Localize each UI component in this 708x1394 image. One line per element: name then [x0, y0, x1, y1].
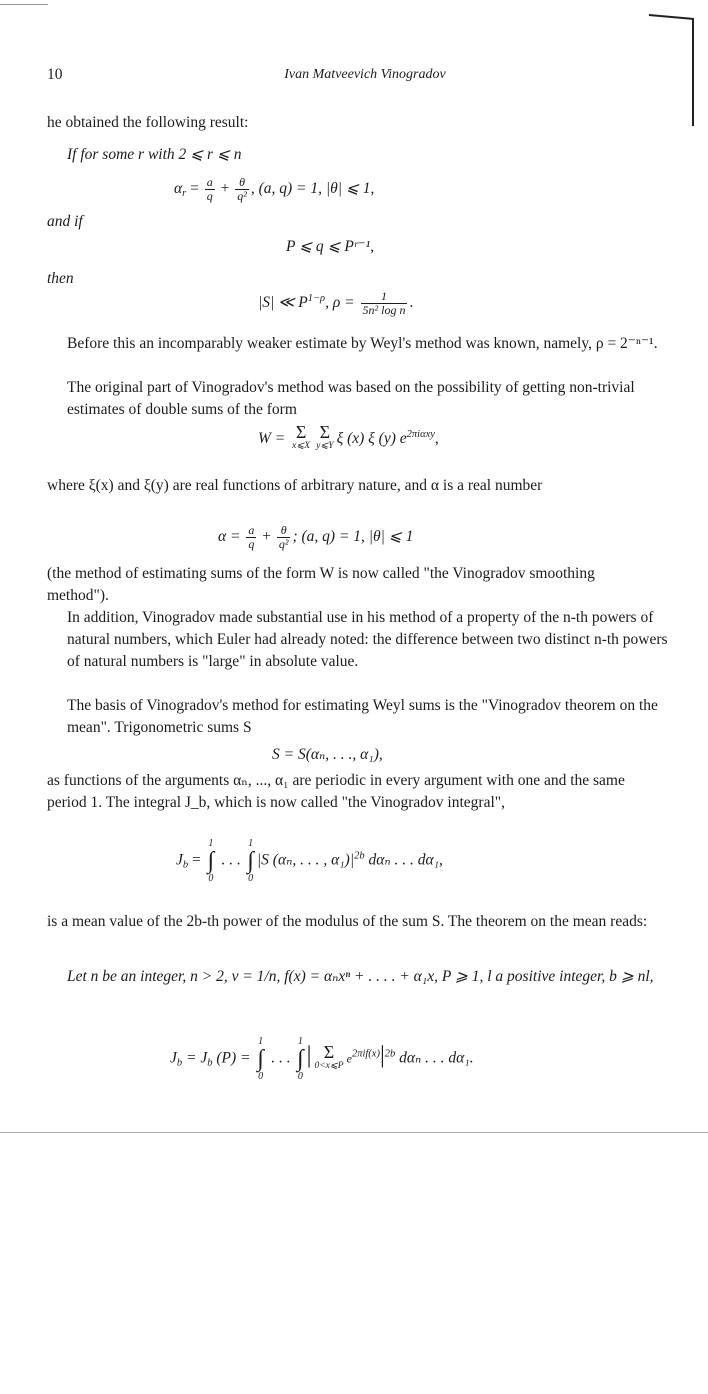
paragraph-mean-value: is a mean value of the 2b-th power of the modulus of the sum S. The theorem on the mean reads: — [47, 913, 648, 930]
corner-mark-vertical — [692, 18, 694, 126]
equation-double-sum-w: W = Σ x⩽X Σ y⩽Y ξ (x) ξ (y) $e^{2\pi i\alpha xy}$, — [258, 422, 439, 452]
equation-alpha-r: αr = $\frac{a}{q}$ + $\frac{\theta}{\text{q²}}$ , (a, q) = 1, |θ| ⩽ 1, — [174, 175, 375, 203]
corner-mark-horizontal — [649, 14, 693, 20]
bottom-rule — [0, 1132, 708, 1133]
theorem-statement: Let n be an integer, n > 2, ν = 1/n, f(x) = αₙxⁿ + . . . . + α₁x, P ⩾ 1, l a positive integer, b ⩾ nl, — [67, 968, 654, 985]
top-left-rule — [0, 4, 48, 5]
paragraph-periodic-functions: as functions of the arguments αₙ, ..., α₁ are periodic in every argument with one and the same period 1. The integral J_b, which is now called "the Vinogradov integral", — [47, 772, 625, 811]
equation-s-definition: S = S(αₙ, . . ., α₁), — [272, 746, 383, 763]
page-number: 10 — [47, 66, 63, 83]
paragraph-original-part: The original part of Vinogradov's method was based on the possibility of getting non-trivial estimates of double sums of the form — [67, 379, 635, 418]
equation-p-bounds: P ⩽ q ⩽ Pʳ⁻¹, — [286, 238, 375, 255]
equation-vinogradov-integral: Jb = 1 ∫ 0 . . . 1 ∫ 0|S (αₙ, . . . , $\alpha_1)|^{2b}$ dαₙ . . . dα₁, — [176, 838, 443, 884]
paragraph-weyl-estimate: Before this an incomparably weaker estimate by Weyl's method was known, namely, ρ = 2⁻ⁿ⁻¹. — [67, 335, 658, 352]
theorem-condition: If for some r with 2 ⩽ r ⩽ n — [67, 146, 242, 163]
paragraph-theorem-on-mean: The basis of Vinogradov's method for estimating Weyl sums is the "Vinogradov theorem on the mean". Trigonometric sums S — [67, 697, 658, 736]
and-if-text: and if — [47, 213, 83, 230]
paragraph-euler-property: In addition, Vinogradov made substantial use in his method of a property of the n-th powers of natural numbers, which Euler had already noted: the difference between two distinct n-th powers of natural numbers is "large" in absolute value. — [67, 609, 668, 670]
equation-jb-definition: Jb = Jb (P) = 1 ∫ 0 . . . 1 ∫ 0| Σ 0<x⩽P $e^{2\pi if(x)}|^{2b}$ dαₙ . . . dα₁. — [170, 1036, 474, 1082]
paragraph-smoothing-method: (the method of estimating sums of the form W is now called "the Vinogradov smoothing method"). — [47, 565, 595, 604]
then-text: then — [47, 270, 74, 287]
intro-text: he obtained the following result: — [47, 114, 249, 131]
running-title: Ivan Matveevich Vinogradov — [284, 67, 446, 82]
paragraph-where: where ξ(x) and ξ(y) are real functions of arbitrary nature, and α is a real number — [47, 477, 543, 494]
equation-s-estimate: |S| ≪ $P^{1-\rho}$, ρ = $\frac{1}{\text{5n² log n}}$ . — [258, 288, 414, 317]
equation-alpha: α = $\frac{a}{q}$ + $\frac{\theta}{\text{q²}}$ ; (a, q) = 1, |θ| ⩽ 1 — [218, 523, 414, 551]
